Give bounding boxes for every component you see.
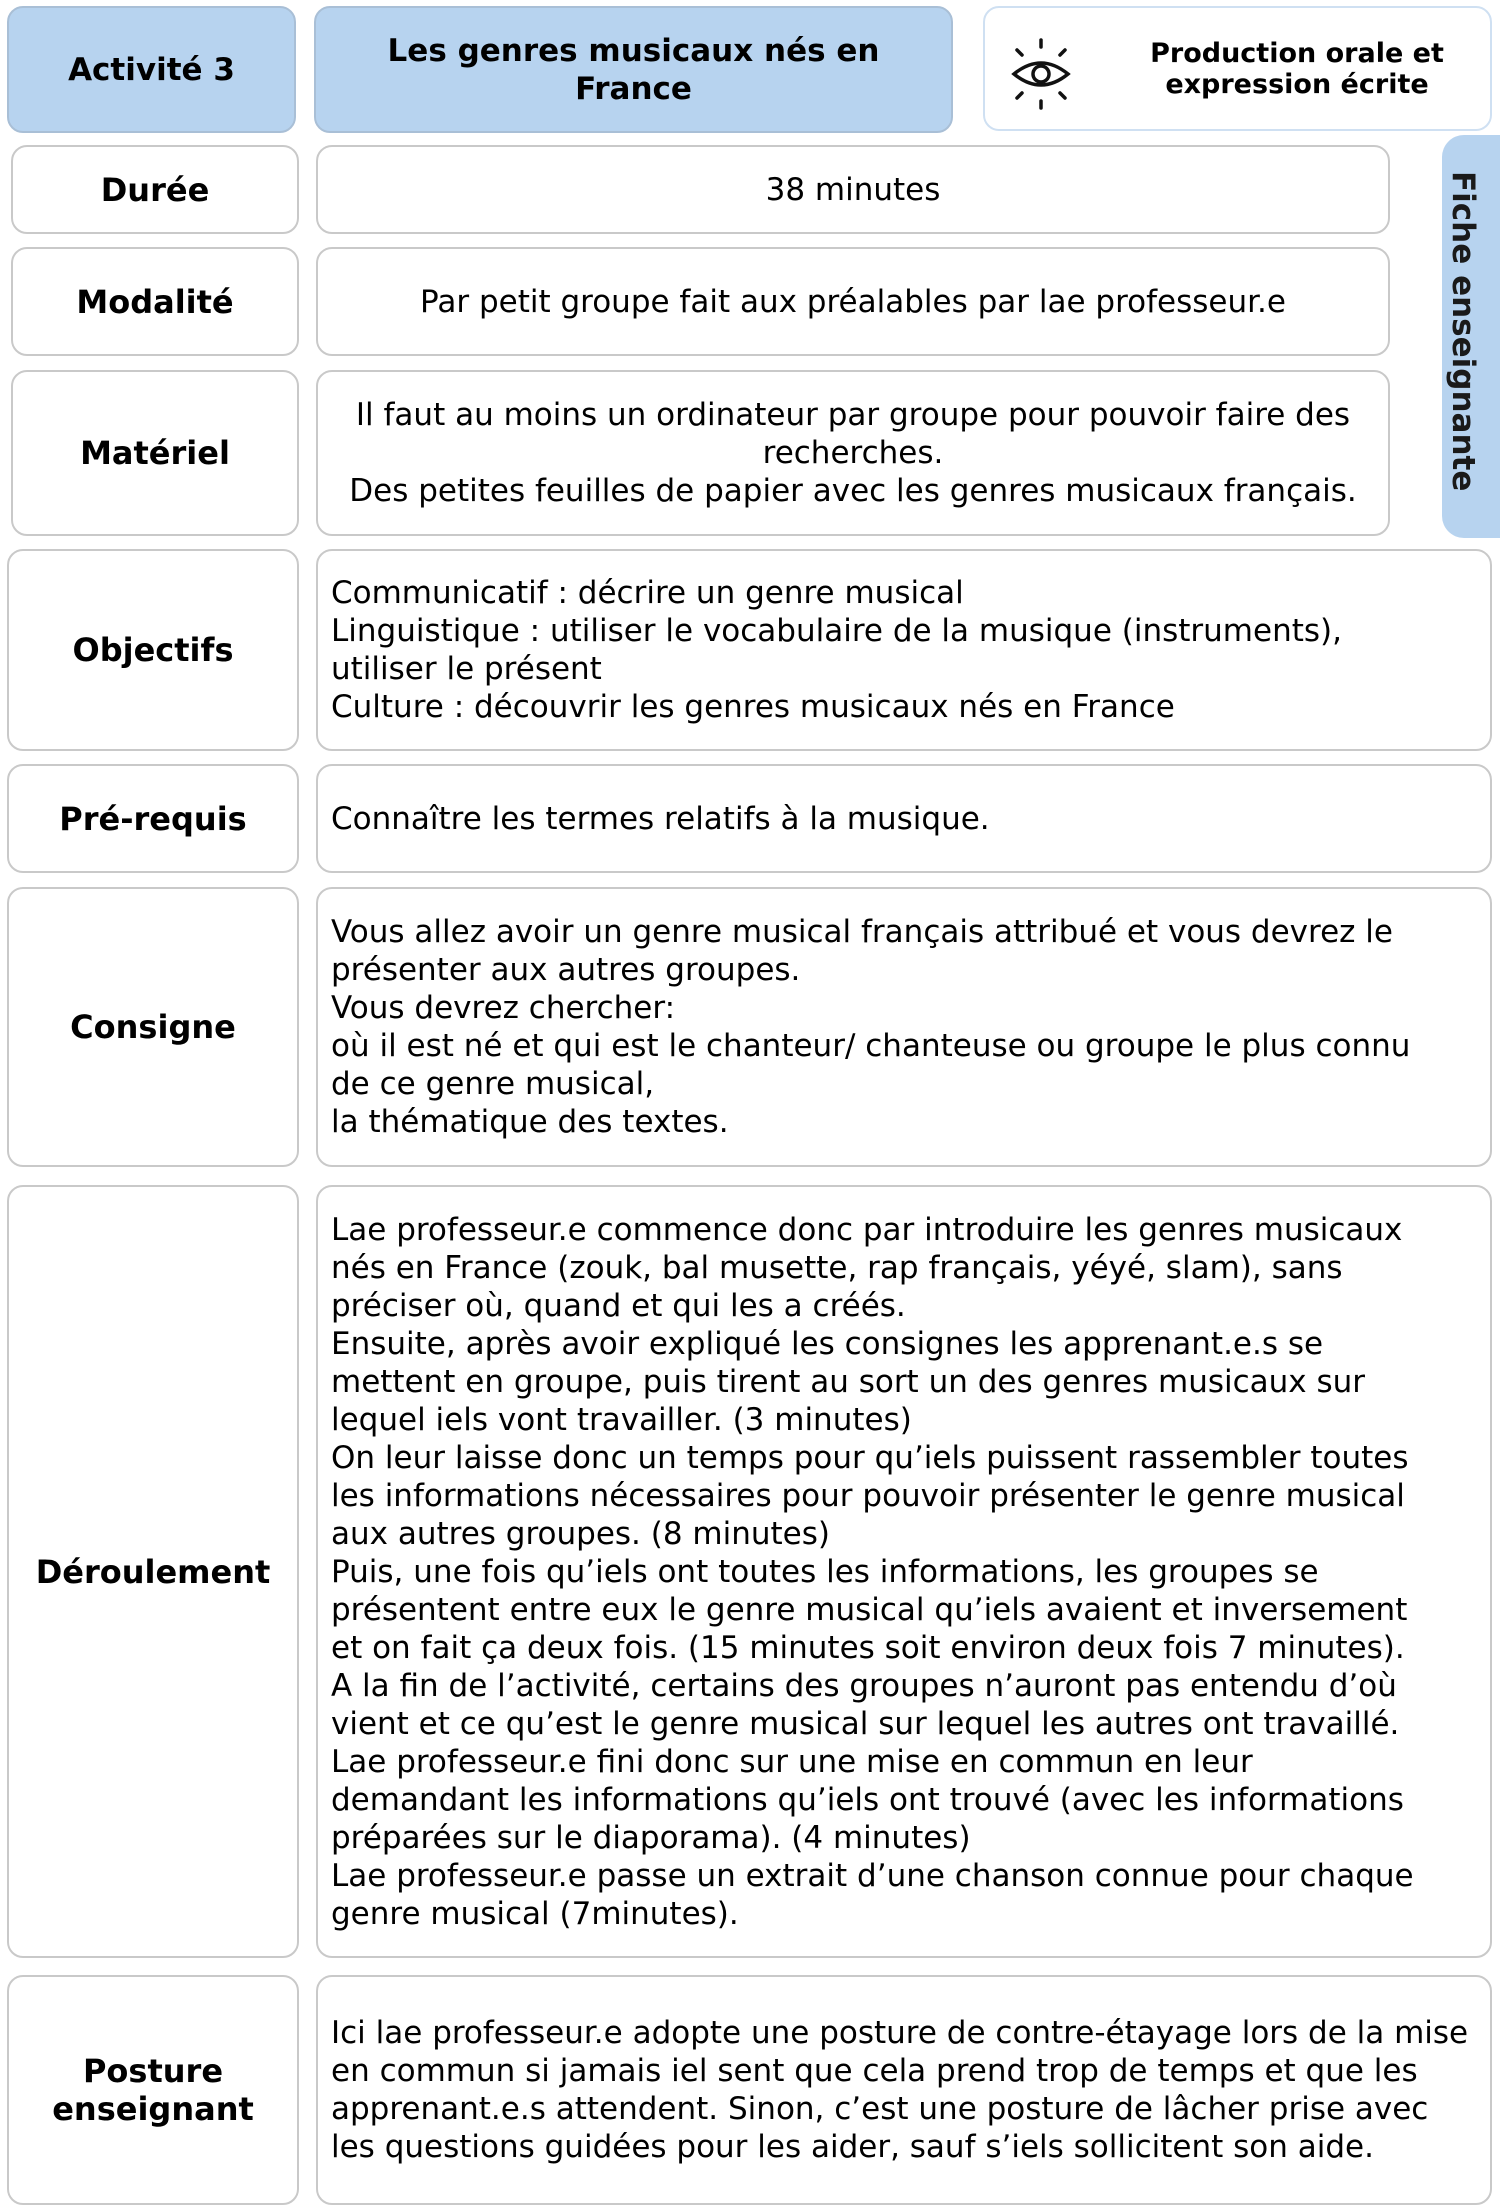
consigne-label: Consigne xyxy=(70,1008,236,1046)
consigne-value-cell xyxy=(316,887,1492,1167)
materiel-value-cell xyxy=(316,370,1390,536)
text-line: Lae professeur.e fini donc sur une mise en commun en leur xyxy=(331,1743,1253,1780)
deroulement-value-cell xyxy=(316,1185,1492,1958)
text-line: recherches. xyxy=(762,435,944,471)
objectifs-label-cell xyxy=(7,549,299,751)
duree-label-cell xyxy=(11,145,299,234)
deroulement-text xyxy=(331,1211,1414,1933)
side-tab-label: Fiche enseignante xyxy=(1445,171,1481,492)
objectifs-label: Objectifs xyxy=(72,631,234,669)
text-line: Lae professeur.e passe un extrait d’une chanson connue pour chaque xyxy=(331,1857,1414,1894)
side-tab xyxy=(1442,135,1500,538)
text-line: Vous devrez chercher: xyxy=(331,990,676,1026)
label-line: enseignant xyxy=(52,2090,254,2128)
text-line: préparées sur le diaporama). (4 minutes) xyxy=(331,1819,971,1856)
text-line: vient et ce qu’est le genre musical sur lequel les autres ont travaillé. xyxy=(331,1705,1400,1742)
materiel-text xyxy=(349,396,1357,510)
text-line: la thématique des textes. xyxy=(331,1104,729,1140)
posture-value-cell xyxy=(316,1975,1492,2205)
skills-badge xyxy=(983,6,1492,131)
skills-text xyxy=(1107,38,1487,100)
skills-line: expression écrite xyxy=(1165,69,1429,100)
deroulement-label: Déroulement xyxy=(35,1552,271,1591)
duree-label: Durée xyxy=(100,170,210,209)
text-line: et on fait ça deux fois. (15 minutes soit environ deux fois 7 minutes). xyxy=(331,1629,1405,1666)
text-line: genre musical (7minutes). xyxy=(331,1895,739,1932)
text-line: A la fin de l’activité, certains des groupes n’auront pas entendu d’où xyxy=(331,1667,1397,1704)
posture-text xyxy=(331,2014,1468,2166)
prerequis-label: Pré-requis xyxy=(59,799,247,838)
title-line: France xyxy=(575,70,692,107)
activity-title-text xyxy=(388,32,880,108)
text-line: mettent en groupe, puis tirent au sort un des genres musicaux sur xyxy=(331,1363,1366,1400)
consigne-label-cell xyxy=(7,887,299,1167)
text-line: Lae professeur.e commence donc par introduire les genres musicaux xyxy=(331,1211,1403,1248)
objectifs-value-cell xyxy=(316,549,1492,751)
text-line: Culture : découvrir les genres musicaux nés en France xyxy=(331,689,1175,725)
posture-label xyxy=(52,2052,254,2128)
label-line: Posture xyxy=(82,2052,224,2090)
modalite-label: Modalité xyxy=(76,282,234,321)
skills-line: Production orale et xyxy=(1150,38,1444,69)
text-line: les questions guidées pour les aider, sauf s’iels sollicitent son aide. xyxy=(331,2129,1374,2165)
text-line: Linguistique : utiliser le vocabulaire de la musique (instruments), xyxy=(331,613,1342,649)
text-line: apprenant.e.s attendent. Sinon, c’est une posture de lâcher prise avec xyxy=(331,2091,1429,2127)
text-line: On leur laisse donc un temps pour qu’iels puissent rassembler toutes xyxy=(331,1439,1409,1476)
title-line: Les genres musicaux nés en xyxy=(387,32,880,69)
prerequis-label-cell xyxy=(7,764,299,873)
materiel-label-cell xyxy=(11,370,299,536)
text-line: demandant les informations qu’iels ont trouvé (avec les informations xyxy=(331,1781,1404,1818)
text-line: lequel iels vont travailler. (3 minutes) xyxy=(331,1401,912,1438)
text-line: présenter aux autres groupes. xyxy=(331,952,801,988)
duree-value: 38 minutes xyxy=(765,171,941,208)
text-line: Des petites feuilles de papier avec les genres musicaux français. xyxy=(349,473,1357,509)
text-line: les informations nécessaires pour pouvoir présenter le genre musical xyxy=(331,1477,1405,1514)
duree-value-cell xyxy=(316,145,1390,234)
text-line: préciser où, quand et qui les a créés. xyxy=(331,1287,906,1324)
prerequis-value: Connaître les termes relatifs à la musique. xyxy=(331,800,990,837)
text-line: nés en France (zouk, bal musette, rap français, yéyé, slam), sans xyxy=(331,1249,1343,1286)
text-line: Puis, une fois qu’iels ont toutes les informations, les groupes se xyxy=(331,1553,1319,1590)
materiel-label: Matériel xyxy=(80,434,230,472)
consigne-text xyxy=(331,913,1410,1141)
text-line: présentent entre eux le genre musical qu’iels avaient et inversement xyxy=(331,1591,1408,1628)
objectifs-text xyxy=(331,574,1342,726)
deroulement-label-cell xyxy=(7,1185,299,1958)
text-line: Vous allez avoir un genre musical français attribué et vous devrez le xyxy=(331,914,1393,950)
text-line: de ce genre musical, xyxy=(331,1066,655,1102)
text-line: aux autres groupes. (8 minutes) xyxy=(331,1515,830,1552)
text-line: Ici lae professeur.e adopte une posture de contre-étayage lors de la mise xyxy=(331,2015,1469,2051)
text-line: en commun si jamais iel sent que cela prend trop de temps et que les xyxy=(331,2053,1418,2089)
text-line: Communicatif : décrire un genre musical xyxy=(331,575,964,611)
activity-number xyxy=(7,6,296,133)
modalite-label-cell xyxy=(11,247,299,356)
text-line: Ensuite, après avoir expliqué les consignes les apprenant.e.s se xyxy=(331,1325,1324,1362)
activity-title xyxy=(314,6,953,133)
text-line: Il faut au moins un ordinateur par groupe pour pouvoir faire des xyxy=(355,397,1351,433)
modalite-value-cell xyxy=(316,247,1390,356)
text-line: où il est né et qui est le chanteur/ chanteuse ou groupe le plus connu xyxy=(331,1028,1411,1064)
eye-icon xyxy=(1005,38,1077,110)
activity-label: Activité 3 xyxy=(68,51,235,88)
text-line: utiliser le présent xyxy=(331,651,602,687)
prerequis-value-cell xyxy=(316,764,1492,873)
modalite-value: Par petit groupe fait aux préalables par lae professeur.e xyxy=(420,283,1286,320)
posture-label-cell xyxy=(7,1975,299,2205)
